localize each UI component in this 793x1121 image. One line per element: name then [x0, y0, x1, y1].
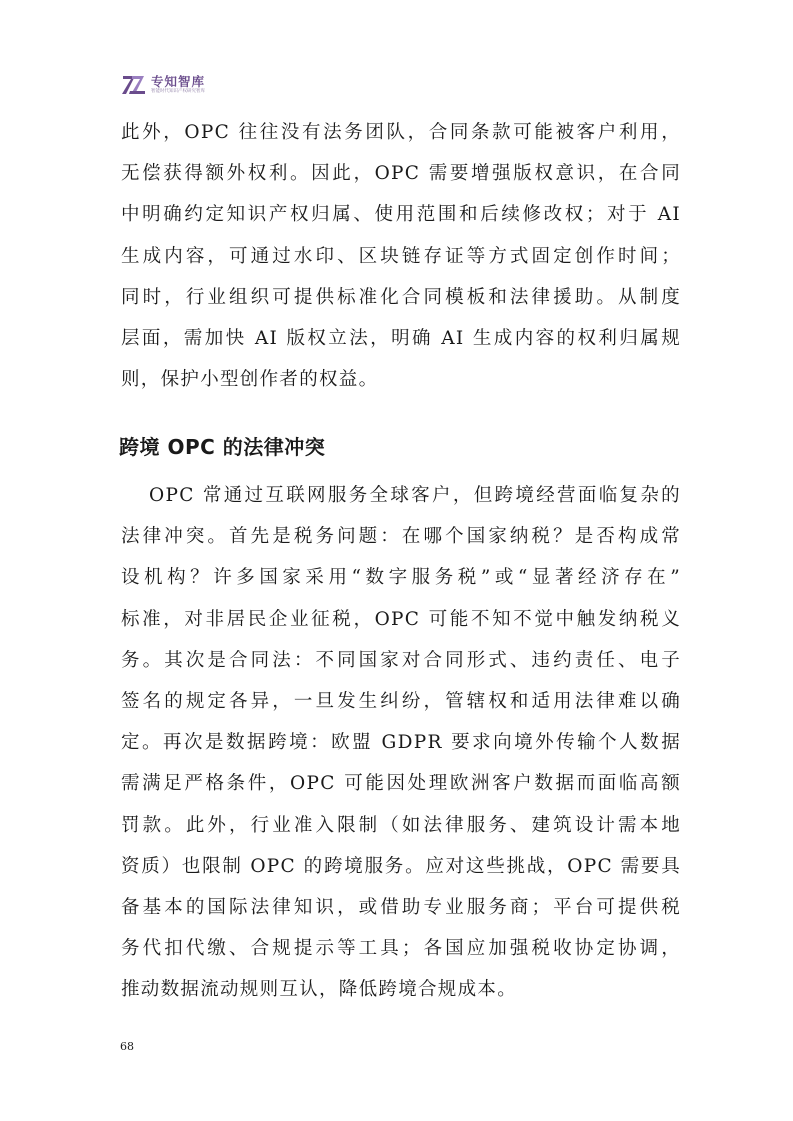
text-line: 资质）也限制 OPC 的跨境服务。应对这些挑战，OPC 需要具 [121, 855, 681, 877]
text-line: 需满足严格条件，OPC 可能因处理欧洲客户数据而面临高额 [121, 773, 681, 795]
page-number: 68 [120, 1040, 134, 1053]
text-line: 备基本的国际法律知识，或借助专业服务商；平台可提供税 [121, 897, 681, 919]
text-line: 定。再次是数据跨境：欧盟 GDPR 要求向境外传输个人数据 [121, 732, 681, 754]
text-line: OPC 常通过互联网服务全球客户，但跨境经营面临复杂的 [149, 485, 681, 506]
logo-title: 专知智库 [151, 74, 206, 89]
logo-subtitle: 智能时代知识产权研究智库 [151, 89, 205, 94]
text-line: 层面，需加快 AI 版权立法，明确 AI 生成内容的权利归属规 [121, 328, 681, 350]
header-logo [121, 70, 205, 100]
body-paragraph-2 [121, 475, 681, 1011]
text-line: 同时，行业组织可提供标准化合同模板和法律援助。从制度 [121, 286, 681, 308]
text-line: 务代扣代缴、合规提示等工具；各国应加强税收协定协调， [121, 938, 681, 960]
zhuanzhi-logo-icon [121, 74, 147, 96]
text-line: 罚款。此外，行业准入限制（如法律服务、建筑设计需本地 [121, 814, 681, 836]
section-heading: 跨境 OPC 的法律冲突 [119, 435, 326, 459]
text-line: 此外，OPC 往往没有法务团队，合同条款可能被客户利用， [121, 122, 681, 143]
text-line: 推动数据流动规则互认，降低跨境合规成本。 [121, 979, 518, 1001]
text-line: 则，保护小型创作者的权益。 [121, 369, 379, 391]
text-line: 标准，对非居民企业征税，OPC 可能不知不觉中触发纳税义 [121, 608, 681, 630]
text-line: 生成内容，可通过水印、区块链存证等方式固定创作时间； [121, 245, 681, 267]
text-line: 法律冲突。首先是税务问题：在哪个国家纳税？是否构成常 [121, 526, 681, 548]
text-line: 设机构？许多国家采用“数字服务税”或“显著经济存在” [121, 567, 681, 589]
text-line: 签名的规定各异，一旦发生纠纷，管辖权和适用法律难以确 [121, 691, 681, 713]
text-line: 务。其次是合同法：不同国家对合同形式、违约责任、电子 [121, 649, 681, 671]
logo-text [151, 75, 205, 95]
body-paragraph-1 [121, 112, 681, 400]
text-line: 无偿获得额外权利。因此，OPC 需要增强版权意识，在合同 [121, 163, 681, 185]
text-line: 中明确约定知识产权归属、使用范围和后续修改权；对于 AI [121, 204, 681, 226]
